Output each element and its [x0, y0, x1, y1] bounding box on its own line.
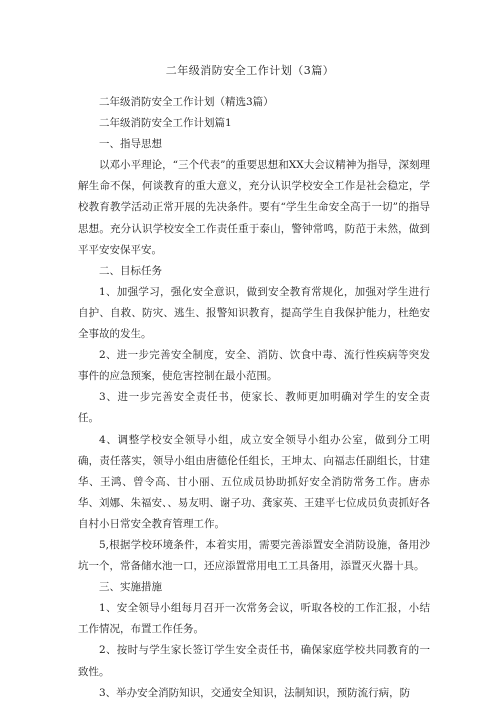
heading-guiding-thought: 一、指导思想 — [99, 138, 162, 151]
paragraph-goal-4: 4、调整学校安全领导小组，成立安全领导小组办公室，做到分工明确，责任落实，领导小组由唐德伦任组长，王坤太、向福志任副组长，甘建华、王鸿、曾令高、甘小丽、五位成员协助抓好安全消防常务工作。唐赤华、刘娜、朱福安、、易友明、谢子功、龚家英、王建平七位成员负责抓好各自村小日常安全教育管理工作。 — [78, 433, 430, 530]
heading-goals: 二、目标任务 — [99, 264, 162, 277]
paragraph-goal-5: 5,根据学校环境条件，本着实用，需要完善添置安全消防设施，备用沙坑一个，常备储水池一口，还应添置常用电工工具备用，添置灭火器十具。 — [78, 538, 430, 573]
paragraph-measure-2: 2、按时与学生家长签订学生安全责任书，确保家庭学校共同教育的一致性。 — [78, 644, 430, 678]
paragraph-goal-3: 3、进一步完善安全责任书，使家长、教师更加明确对学生的安全责任。 — [78, 391, 430, 425]
paragraph-measure-3: 3、举办安全消防知识，交通安全知识，法制知识，预防流行病，防 — [99, 686, 411, 699]
paragraph-section-heading: 二年级消防安全工作计划篇1 — [99, 117, 232, 130]
document-title: 二年级消防安全工作计划（3篇） — [165, 64, 335, 77]
paragraph-goal-2: 2、进一步完善安全制度，安全、消防、饮食中毒、流行性疾病等突发事件的应急预案，使危害控制在最小范围。 — [78, 349, 430, 383]
document-body — [78, 92, 430, 704]
paragraph-guiding-thought: 以邓小平理论，“三个代表”的重要思想和XX大会议精神为指导，深刻理解生命不保，何谈教育的重大意义，充分认识学校安全工作是社会稳定，学校教育教学活动正常开展的先决条件。要有“学生生命安全高于一切”的指导思想。充分认识学校安全工作责任重于泰山，警钟常鸣，防范于未然，做到平平安安保平安。 — [78, 159, 430, 256]
heading-measures: 三、实施措施 — [99, 581, 162, 594]
paragraph-subtitle: 二年级消防安全工作计划（精选3篇） — [99, 96, 274, 108]
paragraph-goal-1: 1、加强学习，强化安全意识，做到安全教育常规化，加强对学生进行自护、自救、防灾、逃生、报警知识教育，提高学生自我保护能力，杜绝安全事故的发生。 — [78, 285, 430, 341]
paragraph-measure-1: 1、安全领导小组每月召开一次常务会议，听取各校的工作汇报，小结工作情况，布置工作任务。 — [78, 602, 430, 636]
